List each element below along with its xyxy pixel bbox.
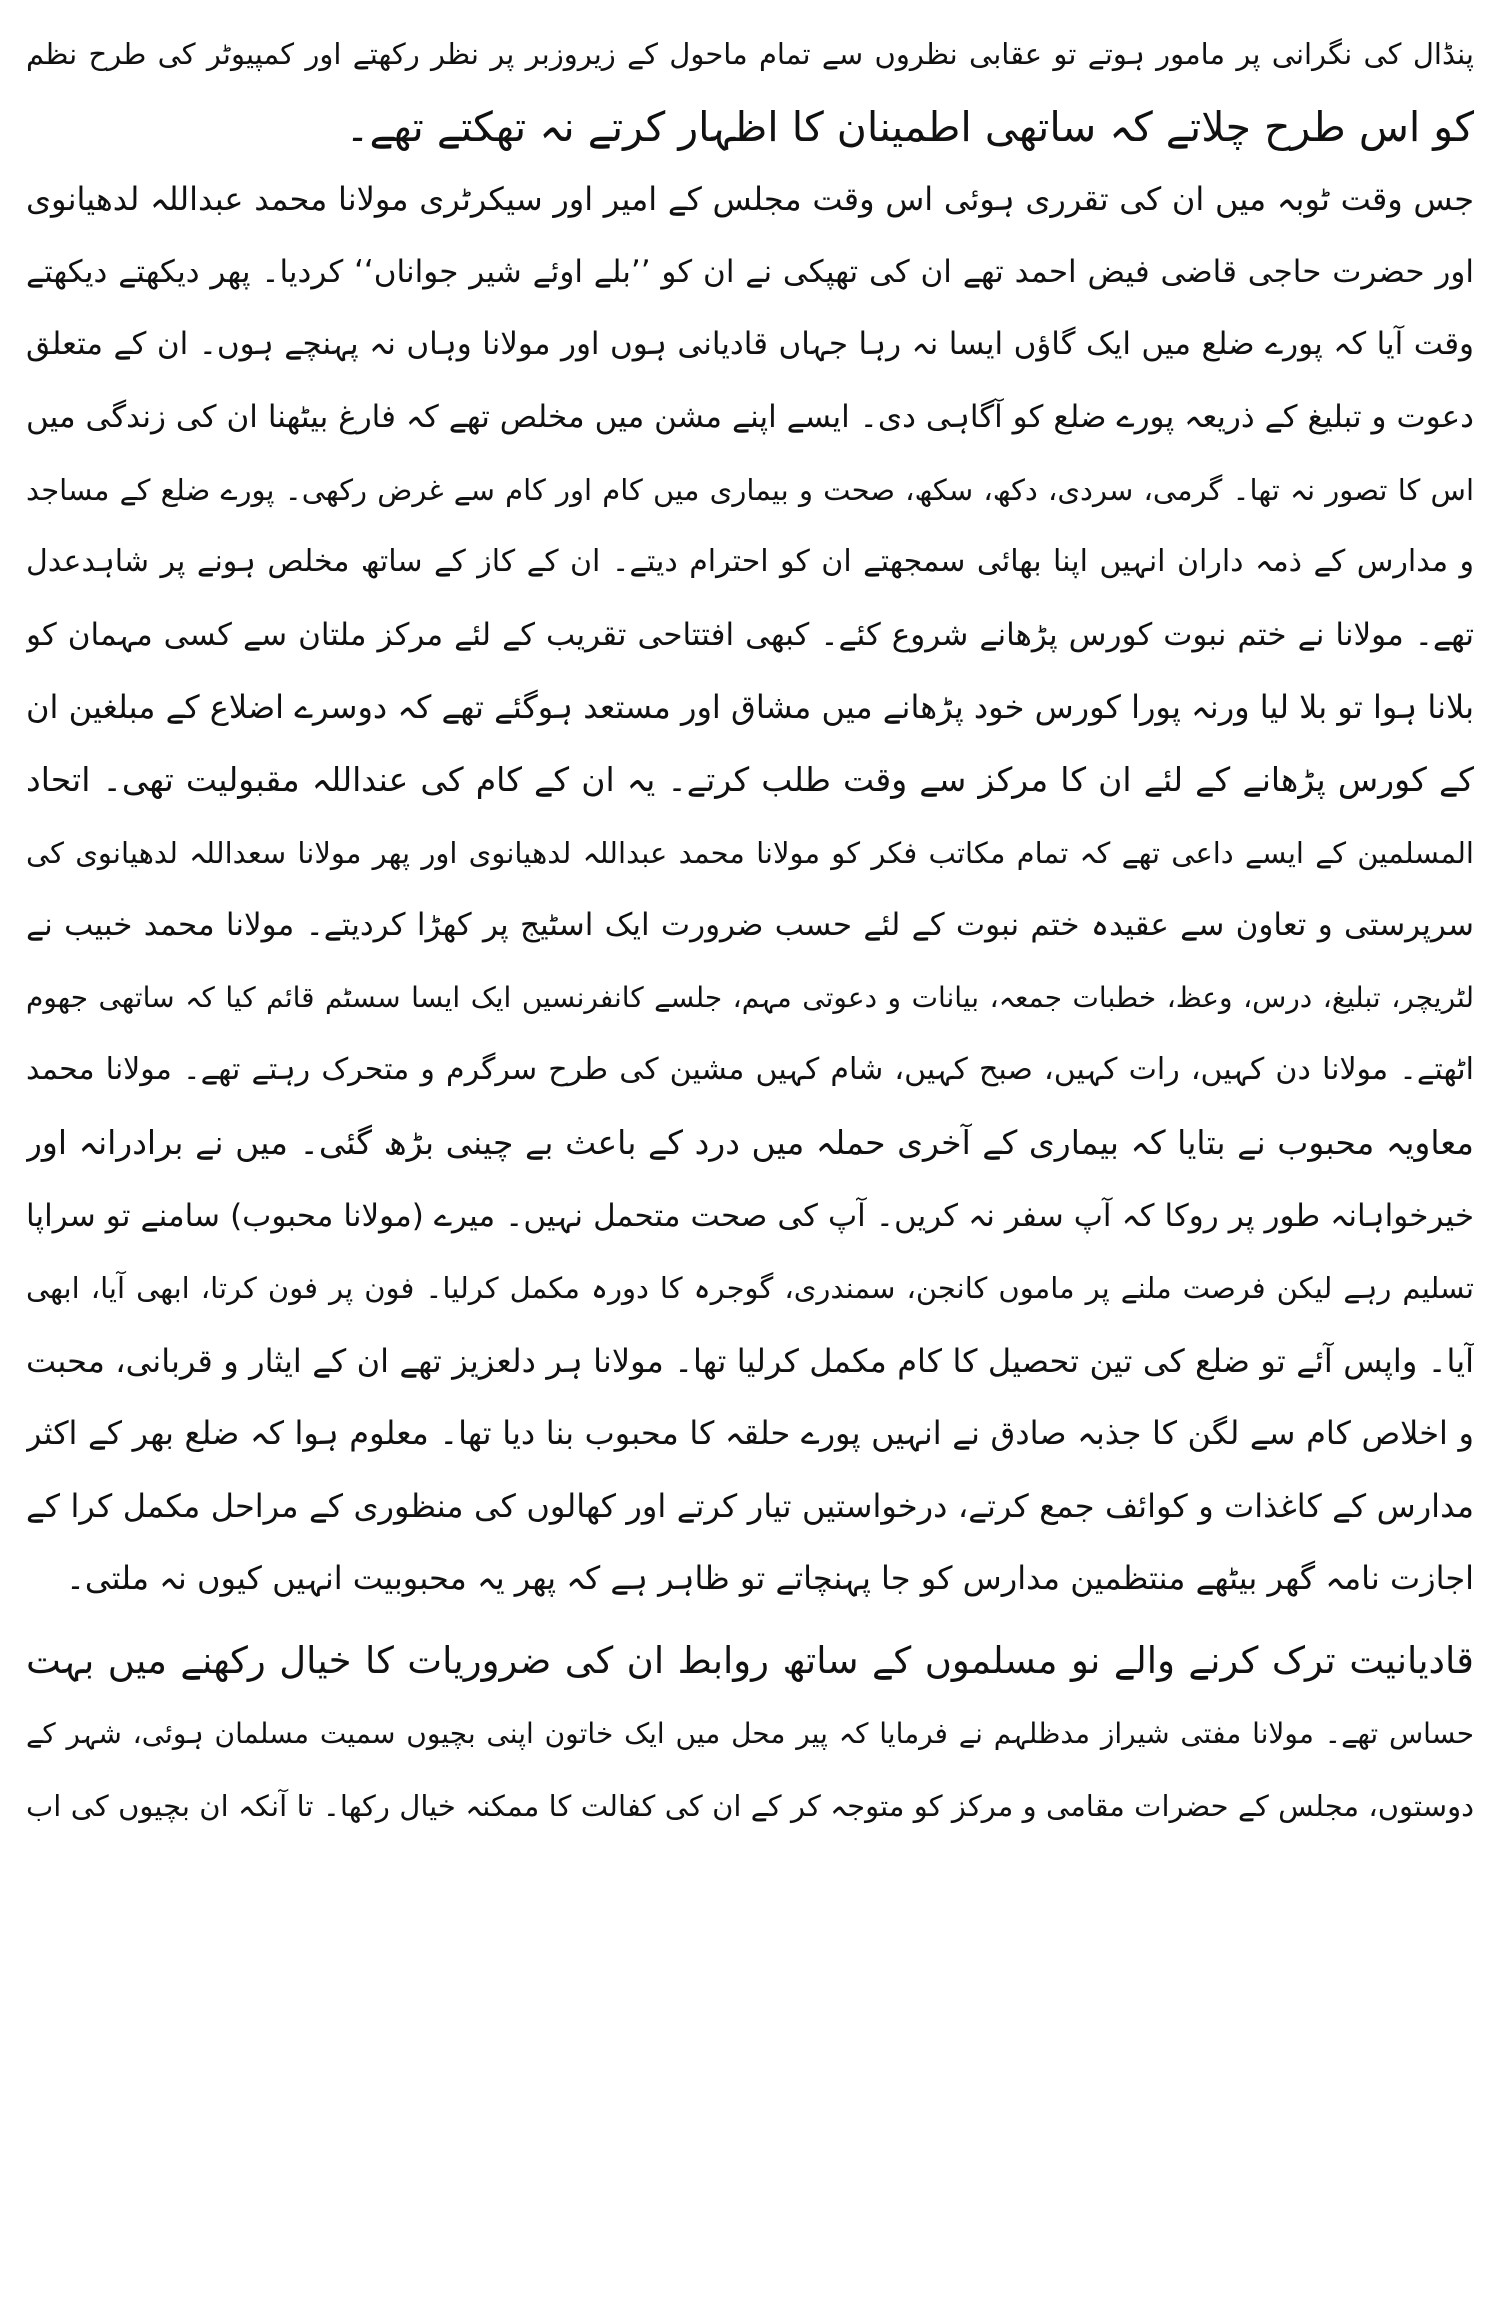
text-line: جس وقت ٹوبہ میں ان کی تقرری ہوئی اس وقت مجلس کے امیر اور سیکرٹری مولانا محمد عبداللہ لدھیانوی [26,180,1474,219]
text-line: اس کا تصور نہ تھا۔ گرمی، سردی، دکھ، سکھ، صحت و بیماری میں کام اور کام سے غرض رکھی۔ پورے ضلع کے مساجد [26,472,1474,507]
text-line: اجازت نامہ گھر بیٹھے منتظمین مدارس کو جا پہنچاتے تو ظاہر ہے کہ پھر یہ محبوبیت انہیں کیوں نہ ملتی۔ [66,1559,1474,1598]
text-line: بلانا ہوا تو بلا لیا ورنہ پورا کورس خود پڑھانے میں مشاق اور مستعد ہوگئے تھے کہ دوسرے اضلاع کے مبلغین ان [26,688,1474,727]
text-line: و اخلاص کام سے لگن کا جذبہ صادق نے انہیں پورے حلقہ کا محبوب بنا دیا تھا۔ معلوم ہوا کہ ضلع بھر کے اکثر [26,1414,1474,1453]
text-line: کے کورس پڑھانے کے لئے ان کا مرکز سے وقت طلب کرتے۔ یہ ان کے کام کی عنداللہ مقبولیت تھی۔ اتحاد [26,759,1474,799]
text-line: لٹریچر، تبلیغ، درس، وعظ، خطبات جمعہ، بیانات و دعوتی مہم، جلسے کانفرنسیں ایک ایسا سسٹم قائم کیا کہ ساتھی جھوم [26,980,1474,1014]
text-line: اور حضرت حاجی قاضی فیض احمد تھے ان کی تھپکی نے ان کو ’’بلے اوئے شیر جواناں‘‘ کردیا۔ پھر دیکھتے دیکھتے [26,253,1474,290]
text-line: وقت آیا کہ پورے ضلع میں ایک گاؤں ایسا نہ رہا جہاں قادیانی ہوں اور مولانا وہاں نہ پہنچے ہوں۔ ان کے متعلق [26,326,1474,363]
text-line: حساس تھے۔ مولانا مفتی شیراز مدظلہم نے فرمایا کہ پیر محل میں ایک خاتون اپنی بچیوں سمیت مسلمان ہوئی، شہر کے [26,1716,1474,1750]
text-line: معاویہ محبوب نے بتایا کہ بیماری کے آخری حملہ میں درد کے باعث بے چینی بڑھ گئی۔ میں نے برادرانہ اور [26,1122,1474,1162]
text-line: مدارس کے کاغذات و کوائف جمع کرتے، درخواستیں تیار کرتے اور کھالوں کی منظوری کے مراحل مکمل کرا کے [26,1486,1474,1525]
text-line: قادیانیت ترک کرنے والے نو مسلموں کے ساتھ روابط ان کی ضروریات کا خیال رکھنے میں بہت [26,1639,1474,1683]
text-line: تسلیم رہے لیکن فرصت ملنے پر ماموں کانجن، سمندری، گوجرہ کا دورہ مکمل کرلیا۔ فون پر فون کرتا، ابھی آیا، ابھی [26,1271,1474,1306]
text-line: خیرخواہانہ طور پر روکا کہ آپ سفر نہ کریں۔ آپ کی صحت متحمل نہیں۔ میرے (مولانا محبوب) سامنے تو سراپا [26,1197,1474,1234]
text-line: سرپرستی و تعاون سے عقیدہ ختم نبوت کے لئے حسب ضرورت ایک اسٹیج پر کھڑا کردیتے۔ مولانا محمد خبیب نے [26,907,1474,944]
text-line: و مدارس کے ذمہ داران انہیں اپنا بھائی سمجھتے ان کو احترام دیتے۔ ان کے کاز کے ساتھ مخلص ہونے پر شاہدعدل [26,544,1474,580]
text-line: آیا۔ واپس آئے تو ضلع کی تین تحصیل کا کام مکمل کرلیا تھا۔ مولانا ہر دلعزیز تھے ان کے ایثار و قربانی، محبت [26,1341,1474,1380]
text-line: تھے۔ مولانا نے ختم نبوت کورس پڑھانے شروع کئے۔ کبھی افتتاحی تقریب کے لئے مرکز ملتان سے کسی مہمان کو [26,616,1474,653]
text-line: اٹھتے۔ مولانا دن کہیں، رات کہیں، صبح کہیں، شام کہیں مشین کی طرح سرگرم و متحرک رہتے تھے۔ مولانا محمد [26,1052,1474,1088]
text-line: المسلمین کے ایسے داعی تھے کہ تمام مکاتب فکر کو مولانا محمد عبداللہ لدھیانوی اور پھر مولانا سعداللہ لدھیانوی کی [26,835,1474,870]
text-line: کو اس طرح چلاتے کہ ساتھی اطمینان کا اظہار کرتے نہ تھکتے تھے۔ [345,102,1474,151]
text-line: دوستوں، مجلس کے حضرات مقامی و مرکز کو متوجہ کر کے ان کی کفالت کا ممکنہ خیال رکھا۔ تا آنکہ ان بچیوں کی اب [26,1789,1474,1824]
text-line: دعوت و تبلیغ کے ذریعہ پورے ضلع کو آگاہی دی۔ ایسے اپنے مشن میں مخلص تھے کہ فارغ بیٹھنا ان کی زندگی میں [26,398,1474,435]
text-line: پنڈال کی نگرانی پر مامور ہوتے تو عقابی نظروں سے تمام ماحول کے زیروزبر پر نظر رکھتے اور کمپیوٹر کی طرح نظم [26,37,1474,71]
